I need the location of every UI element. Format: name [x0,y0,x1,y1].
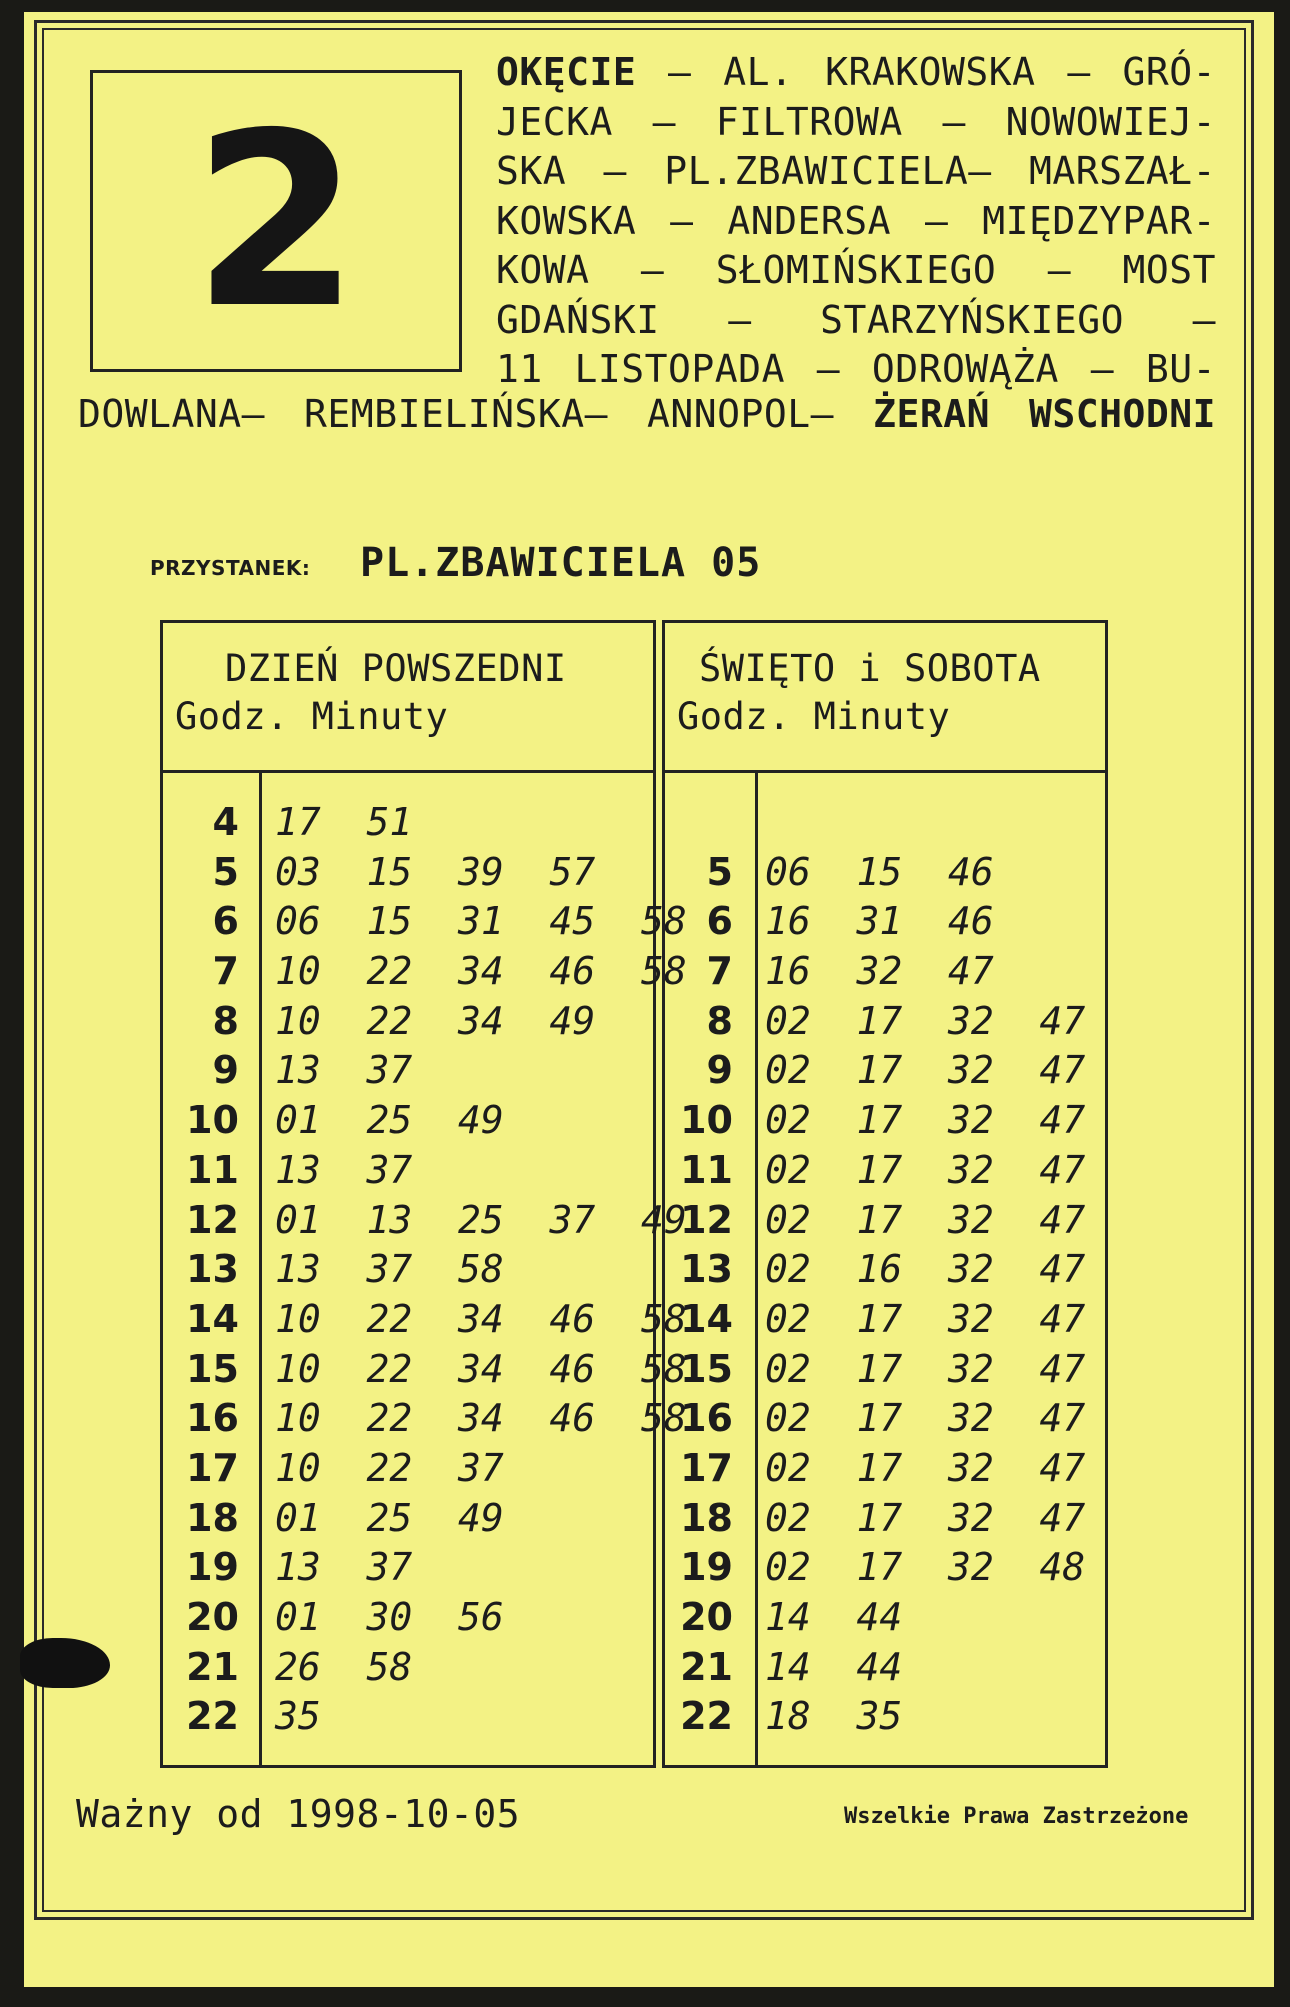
punched-hole [20,1638,110,1688]
schedule-row [163,1392,687,1442]
schedule-row [163,995,653,1045]
hour-cell: 8 [212,998,239,1043]
schedule-row [163,1690,653,1740]
schedule-row [665,1144,1105,1194]
minutes-cell: 02 17 32 47 [765,1495,1086,1540]
route-line [496,147,1216,197]
hour-cell: 15 [680,1346,733,1391]
schedule-row [163,1094,653,1144]
line-number-box [90,70,462,372]
route-line [496,98,1216,148]
minutes-cell: 02 17 32 47 [765,1147,1086,1192]
minutes-cell: 10 22 34 46 58 [275,949,687,994]
minutes-cell: 01 25 49 [275,1098,504,1143]
hour-cell: 8 [706,998,733,1043]
schedule-row [665,1044,1105,1094]
minutes-cell: 02 17 32 47 [765,1396,1086,1441]
route-line [496,48,1216,98]
route-text: GDAŃSKI – STARZYŃSKIEGO – [496,297,1216,342]
schedule-row [163,1144,653,1194]
minutes-cell: 02 17 32 47 [765,1197,1086,1242]
hour-cell: 5 [212,849,239,894]
hour-cell: 20 [680,1595,733,1639]
route-line [496,345,1216,395]
hour-cell: 21 [186,1644,239,1689]
minutes-cell: 03 15 39 57 [275,849,596,894]
weekday-subheader: Godz. Minuty [175,695,449,738]
hour-cell: 20 [186,1595,239,1639]
hour-cell: 7 [212,949,239,994]
schedule-row [163,1442,653,1492]
hour-cell: 19 [680,1545,733,1590]
hour-cell: 21 [680,1644,733,1689]
minutes-cell: 02 17 32 48 [765,1545,1086,1590]
hour-cell: 22 [680,1694,733,1739]
minutes-cell: 10 22 34 46 58 [275,1296,687,1341]
schedule-row [665,895,1105,945]
schedule-table [160,620,1108,1768]
minutes-cell: 02 17 32 47 [765,1296,1086,1341]
minutes-cell: 06 15 46 [765,849,994,894]
minutes-cell: 10 22 34 46 58 [275,1396,687,1441]
minutes-cell: 02 16 32 47 [765,1247,1086,1292]
schedule-row [665,1591,1105,1641]
schedule-row [163,846,653,896]
minutes-cell: 26 58 [275,1644,413,1689]
hour-cell: 13 [186,1247,239,1292]
minutes-cell: 06 15 31 45 58 [275,899,687,944]
schedule-row [665,1541,1105,1591]
minutes-cell: 13 37 [275,1147,413,1192]
schedule-row [665,1442,1105,1492]
stop-name: PL.ZBAWICIELA 05 [360,540,762,586]
schedule-row [163,1293,687,1343]
schedule-row [163,1194,687,1244]
minutes-cell: 10 22 34 49 [275,998,596,1043]
stop-label: PRZYSTANEK: [150,556,311,580]
schedule-row [665,1392,1105,1442]
holiday-subheader: Godz. Minuty [677,695,951,738]
weekday-rows [163,796,687,1740]
hour-cell: 5 [706,849,733,894]
minutes-cell: 13 37 [275,1048,413,1093]
hour-cell: 16 [680,1396,733,1441]
minutes-cell: 02 17 32 47 [765,1048,1086,1093]
weekday-title: DZIEŃ POWSZEDNI [225,647,567,690]
minutes-cell: 01 25 49 [275,1495,504,1540]
schedule-row [665,1690,1105,1740]
hour-cell: 9 [212,1048,239,1093]
route-text: KOWSKA – ANDERSA – MIĘDZYPAR- [496,198,1216,243]
hour-cell: 17 [680,1445,733,1490]
route-line [496,197,1216,247]
schedule-row [665,1343,1105,1393]
weekday-column [160,620,687,1768]
schedule-row [163,1591,653,1641]
hour-cell: 12 [186,1197,239,1242]
minutes-cell: 35 [275,1694,321,1739]
schedule-row [665,796,1105,846]
holiday-rows [665,796,1105,1740]
hour-cell: 17 [186,1445,239,1490]
hour-cell: 18 [186,1495,239,1540]
hour-cell: 6 [706,899,733,944]
hour-cell: 10 [680,1098,733,1143]
holiday-header [665,623,1105,773]
hour-cell: 14 [680,1296,733,1341]
schedule-row [163,895,687,945]
minutes-cell: 10 22 37 [275,1445,504,1490]
hour-cell: 10 [186,1098,239,1143]
rights-notice: Wszelkie Prawa Zastrzeżone [844,1804,1189,1829]
route-last-text: DOWLANA– REMBIELIŃSKA– ANNOPOL– [78,392,874,436]
schedule-row [665,1293,1105,1343]
schedule-row [163,1492,653,1542]
hour-cell: 19 [186,1545,239,1590]
minutes-cell: 02 17 32 47 [765,1098,1086,1143]
hour-cell: 18 [680,1495,733,1540]
schedule-row [665,1194,1105,1244]
route-line [496,246,1216,296]
schedule-row [163,796,653,846]
schedule-row [163,1044,653,1094]
minutes-cell: 18 35 [765,1694,903,1739]
holiday-column [662,620,1108,1768]
valid-from: Ważny od 1998-10-05 [76,1792,521,1836]
hour-cell: 15 [186,1346,239,1391]
route-text: 11 LISTOPADA – ODROWĄŻA – BU- [496,347,1216,391]
minutes-cell: 16 32 47 [765,949,994,994]
hour-cell: 11 [680,1147,733,1192]
hour-cell: 11 [186,1147,239,1192]
hour-cell: 22 [186,1694,239,1739]
schedule-row [163,1243,653,1293]
minutes-cell: 02 17 32 47 [765,1346,1086,1391]
schedule-row [163,1641,653,1691]
route-description [496,48,1216,395]
schedule-row [163,945,687,995]
schedule-row [665,1492,1105,1542]
schedule-row [665,945,1105,995]
schedule-row [665,846,1105,896]
minutes-cell: 17 51 [275,800,413,844]
hour-cell: 7 [706,949,733,994]
route-origin: OKĘCIE [496,50,637,94]
minutes-cell: 02 17 32 47 [765,998,1086,1043]
minutes-cell: 14 44 [765,1595,903,1639]
hour-cell: 14 [186,1296,239,1341]
hour-cell: 12 [680,1197,733,1242]
minutes-cell: 13 37 [275,1545,413,1590]
hour-cell: 13 [680,1247,733,1292]
hour-cell: 6 [212,899,239,944]
weekday-header [163,623,653,773]
schedule-row [665,1641,1105,1691]
route-text: – AL. KRAKOWSKA – GRÓ- [636,50,1216,94]
minutes-cell: 10 22 34 46 58 [275,1346,687,1391]
schedule-row [665,1094,1105,1144]
minutes-cell: 02 17 32 47 [765,1445,1086,1490]
route-text: JECKA – FILTROWA – NOWOWIEJ- [496,99,1216,144]
minutes-cell: 14 44 [765,1644,903,1689]
minutes-cell: 01 13 25 37 49 [275,1197,687,1242]
schedule-row [665,1243,1105,1293]
hour-cell: 9 [706,1048,733,1093]
schedule-row [163,1343,687,1393]
route-terminus: ŻERAŃ WSCHODNI [873,392,1217,436]
line-number: 2 [192,81,360,361]
minutes-cell: 13 37 58 [275,1247,504,1292]
hour-cell: 16 [186,1396,239,1441]
route-text: KOWA – SŁOMIŃSKIEGO – MOST [496,248,1216,292]
holiday-title: ŚWIĘTO i SOBOTA [699,647,1041,690]
route-text: SKA – PL.ZBAWICIELA– MARSZAŁ- [496,149,1216,193]
route-line [496,296,1216,346]
route-last-line [78,390,1216,440]
schedule-row [163,1541,653,1591]
minutes-cell: 16 31 46 [765,899,994,944]
minutes-cell: 01 30 56 [275,1595,504,1639]
schedule-row [665,995,1105,1045]
hour-cell: 4 [212,800,239,844]
